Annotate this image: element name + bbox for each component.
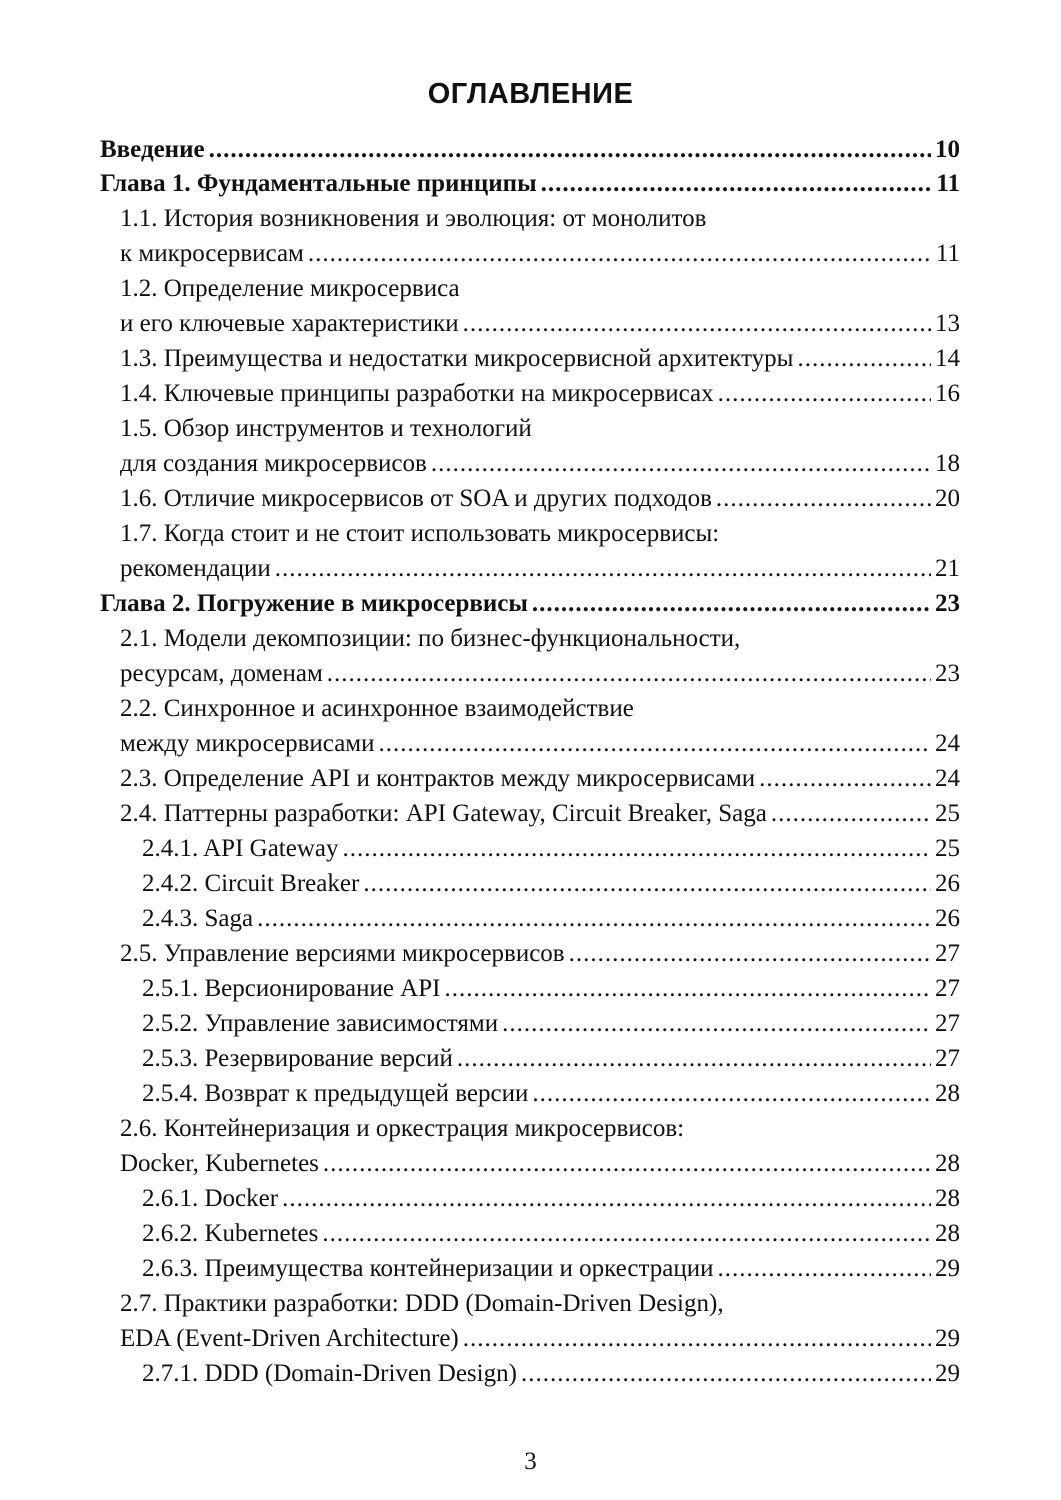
toc-page-number: 27 (935, 975, 960, 1002)
toc-page-number: 24 (935, 730, 960, 757)
toc-page-number: 25 (935, 835, 960, 862)
dot-leader (209, 133, 931, 166)
toc-page-number: 24 (935, 765, 960, 792)
toc-line (100, 656, 960, 691)
toc-entry (100, 516, 960, 586)
toc-entry-title: 2.5.3. Резервирование версий (142, 1045, 453, 1072)
dot-leader (463, 1321, 931, 1356)
toc-entry-title: 2.4. Паттерны разработки: API Gateway, Circuit Breaker, Saga (120, 800, 767, 827)
toc-page-number: 28 (935, 1220, 960, 1247)
toc-page-number: 29 (935, 1325, 960, 1352)
toc-entry (100, 1111, 960, 1181)
toc-line (100, 516, 960, 551)
toc-page-number: 13 (935, 310, 960, 337)
dot-leader (322, 1216, 931, 1251)
toc-entry-title: 2.4.3. Saga (142, 905, 254, 932)
page-number: 3 (524, 1448, 537, 1475)
toc-entry (100, 866, 960, 901)
toc-line (100, 166, 960, 201)
toc-entry (100, 1286, 960, 1356)
toc-page-number: 16 (935, 380, 960, 407)
toc-line (100, 271, 960, 306)
toc-line (100, 1041, 960, 1076)
toc-entry-title: 2.5.1. Версионирование API (142, 975, 441, 1002)
toc-line (100, 341, 960, 376)
table-of-contents (100, 133, 960, 1391)
toc-line (100, 621, 960, 656)
toc-line (100, 1111, 960, 1146)
toc-page-number: 27 (935, 1045, 960, 1072)
dot-leader (444, 971, 931, 1006)
dot-leader (771, 796, 931, 831)
toc-entry (100, 341, 960, 376)
toc-line (100, 761, 960, 796)
toc-page-number: 20 (935, 485, 960, 512)
toc-line (100, 1321, 960, 1356)
dot-leader (759, 761, 931, 796)
toc-entry-title: 1.3. Преимущества и недостатки микросервисной архитектуры (120, 345, 794, 372)
toc-entry-title: 1.7. Когда стоит и не стоит использовать микросервисы: (120, 520, 720, 547)
dot-leader (532, 586, 931, 621)
toc-entry-title: 2.4.1. API Gateway (142, 835, 339, 862)
page-title: ОГЛАВЛЕНИЕ (427, 78, 634, 110)
toc-entry (100, 201, 960, 271)
toc-page-number: 27 (935, 940, 960, 967)
dot-leader (457, 1041, 931, 1076)
toc-entry (100, 271, 960, 341)
toc-entry (100, 1356, 960, 1391)
toc-entry (100, 1041, 960, 1076)
toc-line (100, 1181, 960, 1216)
toc-page-number: 11 (936, 170, 960, 197)
toc-entry-title: Введение (100, 136, 205, 163)
dot-leader (463, 306, 931, 341)
toc-entry-title: к микросервисам (120, 240, 304, 267)
toc-entry (100, 376, 960, 411)
dot-leader (282, 1181, 931, 1216)
toc-entry-title: 2.3. Определение API и контрактов между микросервисами (120, 765, 756, 792)
toc-line (100, 236, 960, 271)
dot-leader (431, 446, 931, 481)
dot-leader (718, 376, 931, 411)
toc-entry-title: Docker, Kubernetes (120, 1150, 319, 1177)
toc-entry (100, 166, 960, 201)
toc-page-number: 18 (935, 450, 960, 477)
dot-leader (327, 656, 931, 691)
toc-entry (100, 1251, 960, 1286)
toc-line (100, 1146, 960, 1181)
toc-entry (100, 1216, 960, 1251)
dot-leader (323, 1146, 931, 1181)
dot-leader (532, 1076, 931, 1111)
toc-entry-title: и его ключевые характеристики (120, 310, 459, 337)
toc-entry (100, 411, 960, 481)
dot-leader (308, 236, 932, 271)
toc-entry (100, 831, 960, 866)
toc-entry-title: 1.2. Определение микросервиса (120, 275, 460, 302)
toc-page-number: 26 (935, 905, 960, 932)
toc-entry-title: 2.2. Синхронное и асинхронное взаимодействие (120, 695, 634, 722)
toc-line (100, 133, 960, 166)
toc-entry (100, 936, 960, 971)
toc-page-number: 29 (935, 1360, 960, 1387)
toc-entry-title: 2.4.2. Circuit Breaker (142, 870, 360, 897)
toc-entry (100, 1076, 960, 1111)
dot-leader (379, 726, 931, 761)
toc-line (100, 1286, 960, 1321)
toc-line (100, 831, 960, 866)
toc-line (100, 1076, 960, 1111)
dot-leader (797, 341, 931, 376)
toc-entry-title: 2.5.4. Возврат к предыдущей версии (142, 1080, 529, 1107)
toc-entry-title: рекомендации (120, 555, 271, 582)
toc-entry (100, 761, 960, 796)
toc-entry-title: 2.7.1. DDD (Domain-Driven Design) (142, 1360, 517, 1387)
toc-entry (100, 621, 960, 691)
toc-page-number: 14 (935, 345, 960, 372)
toc-entry (100, 796, 960, 831)
toc-page-number: 21 (935, 555, 960, 582)
toc-entry-title: 1.1. История возникновения и эволюция: от монолитов (120, 205, 707, 232)
toc-line (100, 1216, 960, 1251)
toc-line (100, 201, 960, 236)
toc-line (100, 936, 960, 971)
toc-entry (100, 1181, 960, 1216)
dot-leader (716, 481, 931, 516)
toc-entry (100, 1006, 960, 1041)
dot-leader (569, 936, 931, 971)
toc-entry-title: 2.5. Управление версиями микросервисов (120, 940, 565, 967)
dot-leader (257, 901, 931, 936)
toc-entry (100, 691, 960, 761)
toc-entry (100, 971, 960, 1006)
dot-leader (363, 866, 931, 901)
toc-line (100, 481, 960, 516)
toc-entry-title: EDA (Event-Driven Architecture) (120, 1325, 459, 1352)
toc-line (100, 796, 960, 831)
toc-line (100, 901, 960, 936)
toc-line (100, 376, 960, 411)
toc-page-number: 28 (935, 1080, 960, 1107)
toc-line (100, 691, 960, 726)
toc-line (100, 1356, 960, 1391)
toc-page-number: 23 (935, 660, 960, 687)
dot-leader (343, 831, 932, 866)
toc-page-number: 27 (935, 1010, 960, 1037)
dot-leader (521, 1356, 931, 1391)
toc-entry-title: 2.6.1. Docker (142, 1185, 279, 1212)
toc-line (100, 971, 960, 1006)
toc-entry (100, 133, 960, 166)
dot-leader (502, 1006, 931, 1041)
toc-page-number: 28 (935, 1185, 960, 1212)
toc-page-number: 28 (935, 1150, 960, 1177)
dot-leader (275, 551, 931, 586)
toc-page-number: 25 (935, 800, 960, 827)
toc-entry-title: 2.6.2. Kubernetes (142, 1220, 319, 1247)
toc-page-number: 29 (935, 1255, 960, 1282)
toc-line (100, 1006, 960, 1041)
toc-page-number: 10 (935, 136, 960, 163)
toc-entry-title: ресурсам, доменам (120, 660, 323, 687)
dot-leader (541, 166, 933, 201)
toc-entry (100, 586, 960, 621)
toc-entry-title: для создания микросервисов (120, 450, 427, 477)
toc-page-number: 23 (935, 590, 960, 617)
toc-line (100, 446, 960, 481)
toc-line (100, 866, 960, 901)
toc-line (100, 726, 960, 761)
toc-page-number: 11 (935, 240, 960, 267)
toc-entry-title: 1.4. Ключевые принципы разработки на микросервисах (120, 380, 714, 407)
toc-line (100, 1251, 960, 1286)
toc-entry-title: 2.5.2. Управление зависимостями (142, 1010, 499, 1037)
toc-entry-title: 1.6. Отличие микросервисов от SOA и других подходов (120, 485, 712, 512)
toc-entry-title: Глава 2. Погружение в микросервисы (100, 590, 528, 617)
toc-page-number: 26 (935, 870, 960, 897)
toc-entry-title: 1.5. Обзор инструментов и технологий (120, 415, 532, 442)
toc-line (100, 411, 960, 446)
toc-entry (100, 481, 960, 516)
dot-leader (717, 1251, 931, 1286)
toc-entry-title: между микросервисами (120, 730, 375, 757)
toc-entry-title: 2.6.3. Преимущества контейнеризации и оркестрации (142, 1255, 714, 1282)
toc-line (100, 551, 960, 586)
toc-line (100, 586, 960, 621)
toc-entry (100, 901, 960, 936)
toc-entry-title: 2.6. Контейнеризация и оркестрация микросервисов: (120, 1115, 685, 1142)
toc-entry-title: 2.1. Модели декомпозиции: по бизнес-функциональности, (120, 625, 741, 652)
toc-entry-title: Глава 1. Фундаментальные принципы (100, 170, 537, 197)
toc-line (100, 306, 960, 341)
toc-entry-title: 2.7. Практики разработки: DDD (Domain-Driven Design), (120, 1290, 724, 1317)
